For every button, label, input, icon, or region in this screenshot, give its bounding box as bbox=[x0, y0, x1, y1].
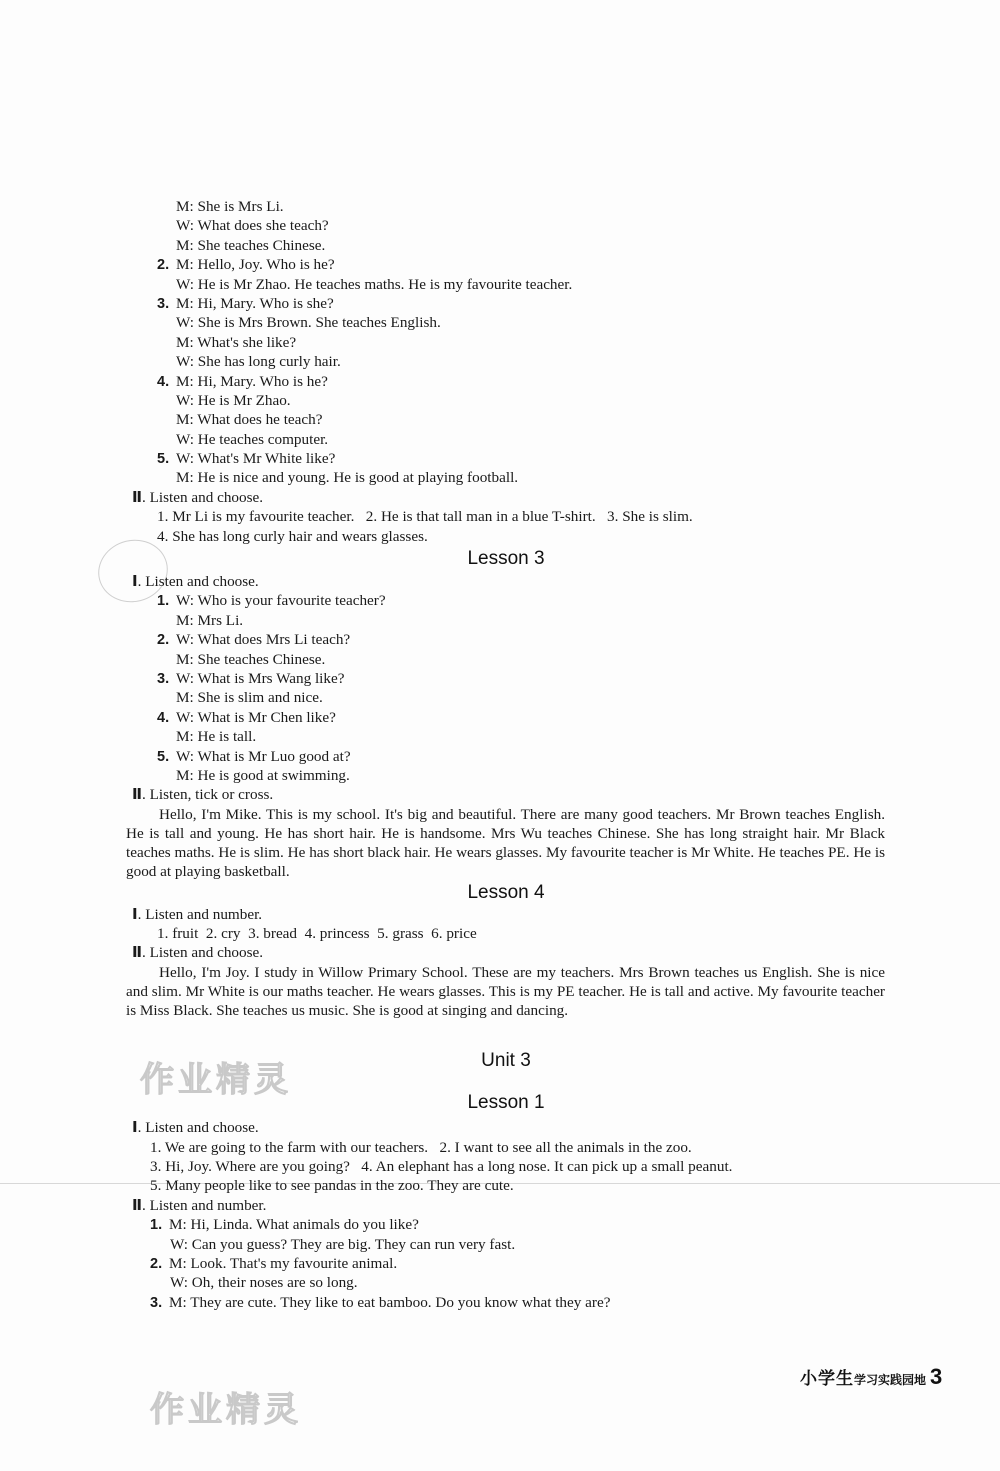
line-text: W: What does she teach? bbox=[176, 217, 329, 235]
text-line bbox=[0, 905, 1000, 924]
line-text: M: She is Mrs Li. bbox=[176, 198, 284, 215]
lesson-4-passage: Hello, I'm Joy. I study in Willow Primary School. These are my teachers. Mrs Brown teaches us English. She is nice and slim. Mr White is our maths teacher. He wears glasses. This is my PE teacher. He is tall and active. My favourite teacher is Miss Black. She teaches us music. She is good at singing and dancing. bbox=[126, 963, 885, 1020]
item-number: 3. bbox=[150, 1294, 163, 1311]
text-line bbox=[0, 313, 1000, 332]
text-line bbox=[0, 216, 1000, 235]
item-number: 3. bbox=[157, 670, 170, 687]
line-text: W: What is Mrs Wang like? bbox=[176, 669, 345, 687]
text-line bbox=[0, 924, 1000, 943]
text-line bbox=[0, 372, 1000, 391]
line-text: M: Hello, Joy. Who is he? bbox=[176, 256, 335, 274]
line-text: . Listen and choose. bbox=[142, 944, 264, 962]
text-line bbox=[0, 1176, 1000, 1195]
text-line bbox=[0, 430, 1000, 449]
text-line bbox=[0, 255, 1000, 274]
lesson-4-heading: Lesson 4 bbox=[467, 881, 545, 903]
text-line bbox=[0, 1118, 1000, 1137]
item-number: 4. bbox=[157, 373, 170, 390]
line-text: . Listen and choose. bbox=[137, 1119, 259, 1137]
line-text: W: What is Mr Luo good at? bbox=[176, 747, 351, 765]
page-number: 3 bbox=[930, 1364, 943, 1389]
text-line bbox=[0, 630, 1000, 649]
section-marker: Ⅱ bbox=[132, 1196, 143, 1214]
line-text: M: They are cute. They like to eat bamboo. Do you know what they are? bbox=[169, 1293, 611, 1311]
text-line bbox=[0, 785, 1000, 804]
exercises-lesson-4 bbox=[0, 905, 1000, 963]
brand-name: 小学生 bbox=[800, 1369, 854, 1388]
text-line bbox=[0, 1293, 1000, 1312]
line-text: M: She teaches Chinese. bbox=[176, 650, 326, 668]
section-marker: Ⅱ bbox=[132, 488, 143, 506]
exercises-unit-3-lesson-1 bbox=[0, 1118, 1000, 1312]
text-line bbox=[0, 294, 1000, 313]
line-text: M: Hi, Mary. Who is he? bbox=[176, 372, 328, 390]
lesson-3-heading: Lesson 3 bbox=[467, 548, 545, 570]
item-number: 4. bbox=[157, 709, 170, 726]
text-line bbox=[0, 688, 1000, 707]
text-line bbox=[0, 507, 1000, 526]
line-text: 1. We are going to the farm with our teachers. 2. I want to see all the animals in the zoo. bbox=[150, 1138, 692, 1156]
line-text: W: He teaches computer. bbox=[176, 430, 329, 448]
watermark-logo: 作业精灵 bbox=[140, 1060, 292, 1100]
line-text: W: She has long curly hair. bbox=[176, 353, 341, 371]
brand-subtitle: 学习实践园地 bbox=[854, 1373, 927, 1387]
line-text: W: What does Mrs Li teach? bbox=[176, 631, 351, 649]
section-marker: Ⅱ bbox=[132, 944, 143, 962]
item-number: 2. bbox=[150, 1256, 163, 1273]
content bbox=[0, 197, 1000, 1312]
text-line bbox=[0, 275, 1000, 294]
text-line bbox=[0, 352, 1000, 371]
item-number: 5. bbox=[157, 748, 170, 765]
text-line bbox=[0, 943, 1000, 962]
line-text: M: He is good at swimming. bbox=[176, 766, 350, 784]
text-line bbox=[0, 611, 1000, 630]
lesson-3-passage: Hello, I'm Mike. This is my school. It's big and beautiful. There are many good teachers. Mr Brown teaches English. He is tall and young. He has short hair. He is handsome. Mrs Wu teaches Chinese. She has long straight hair. Mr Black teaches maths. He is slim. He has short black hair. He wears glasses. My favourite teacher is Mr White. He teaches PE. He is good at playing basketball. bbox=[126, 805, 885, 881]
text-line bbox=[0, 1138, 1000, 1157]
watermark-logo-bottom: 作业精灵 bbox=[150, 1390, 302, 1430]
text-line bbox=[0, 727, 1000, 746]
text-line bbox=[0, 591, 1000, 610]
text-line bbox=[0, 333, 1000, 352]
line-text: M: Hi, Linda. What animals do you like? bbox=[169, 1216, 419, 1234]
item-number: 1. bbox=[150, 1217, 163, 1234]
exercises-lesson-3 bbox=[0, 572, 1000, 805]
line-text: M: Mrs Li. bbox=[176, 611, 244, 629]
line-text: . Listen and choose. bbox=[142, 488, 264, 506]
line-text: W: Can you guess? They are big. They can run very fast. bbox=[170, 1235, 516, 1253]
line-text: M: She teaches Chinese. bbox=[176, 236, 326, 254]
section-marker: Ⅱ bbox=[132, 786, 143, 804]
footer-brand bbox=[800, 1364, 942, 1390]
line-text: . Listen and choose. bbox=[137, 573, 259, 591]
item-number: 2. bbox=[157, 632, 170, 649]
text-line bbox=[0, 527, 1000, 546]
item-number: 1. bbox=[157, 593, 170, 610]
text-line bbox=[0, 1196, 1000, 1215]
text-line bbox=[0, 766, 1000, 785]
line-text: . Listen, tick or cross. bbox=[142, 786, 274, 804]
section-marker: Ⅰ bbox=[132, 1119, 138, 1137]
dialogue-block-unit2-lesson2 bbox=[0, 197, 1000, 546]
text-line bbox=[0, 1235, 1000, 1254]
text-line bbox=[0, 747, 1000, 766]
line-text: 4. She has long curly hair and wears glasses. bbox=[157, 527, 428, 545]
line-text: M: Hi, Mary. Who is she? bbox=[176, 294, 334, 312]
text-line bbox=[0, 1157, 1000, 1176]
text-line bbox=[0, 236, 1000, 255]
line-text: 1. fruit 2. cry 3. bread 4. princess 5. grass 6. price bbox=[157, 924, 477, 942]
line-text: . Listen and number. bbox=[142, 1196, 267, 1214]
line-text: 5. Many people like to see pandas in the zoo. They are cute. bbox=[150, 1177, 514, 1195]
text-line bbox=[0, 410, 1000, 429]
line-text: M: What's she like? bbox=[176, 333, 297, 351]
line-text: 1. Mr Li is my favourite teacher. 2. He is that tall man in a blue T-shirt. 3. She is slim. bbox=[157, 508, 693, 526]
text-line bbox=[0, 1273, 1000, 1292]
text-line bbox=[0, 650, 1000, 669]
text-line bbox=[0, 468, 1000, 487]
line-text: W: Who is your favourite teacher? bbox=[176, 592, 386, 610]
text-line bbox=[0, 488, 1000, 507]
text-line bbox=[0, 449, 1000, 468]
item-number: 5. bbox=[157, 451, 170, 468]
line-text: W: What is Mr Chen like? bbox=[176, 708, 336, 726]
text-line bbox=[0, 1254, 1000, 1273]
line-text: M: He is nice and young. He is good at playing football. bbox=[176, 469, 519, 487]
text-line bbox=[0, 708, 1000, 727]
line-text: . Listen and number. bbox=[137, 905, 263, 923]
line-text: 3. Hi, Joy. Where are you going? 4. An elephant has a long nose. It can pick up a small peanut. bbox=[150, 1158, 733, 1176]
line-text: W: What's Mr White like? bbox=[176, 450, 336, 468]
text-line bbox=[0, 197, 1000, 216]
item-number: 2. bbox=[157, 257, 170, 274]
text-line bbox=[0, 391, 1000, 410]
unit-3-lesson-1-heading: Lesson 1 bbox=[467, 1092, 545, 1114]
line-text: M: What does he teach? bbox=[176, 411, 323, 429]
line-text: W: Oh, their noses are so long. bbox=[170, 1274, 358, 1292]
section-marker: Ⅰ bbox=[132, 905, 138, 923]
line-text: W: He is Mr Zhao. bbox=[176, 391, 291, 409]
unit-3-heading: Unit 3 bbox=[481, 1050, 531, 1072]
line-text: M: She is slim and nice. bbox=[176, 689, 323, 707]
text-line bbox=[0, 1215, 1000, 1234]
line-text: M: He is tall. bbox=[176, 728, 257, 746]
item-number: 3. bbox=[157, 295, 170, 312]
text-line bbox=[0, 669, 1000, 688]
line-text: M: Look. That's my favourite animal. bbox=[169, 1255, 398, 1273]
line-text: W: He is Mr Zhao. He teaches maths. He is my favourite teacher. bbox=[176, 275, 573, 293]
line-text: W: She is Mrs Brown. She teaches English. bbox=[176, 314, 441, 332]
text-line bbox=[0, 572, 1000, 591]
section-marker: Ⅰ bbox=[132, 573, 138, 591]
